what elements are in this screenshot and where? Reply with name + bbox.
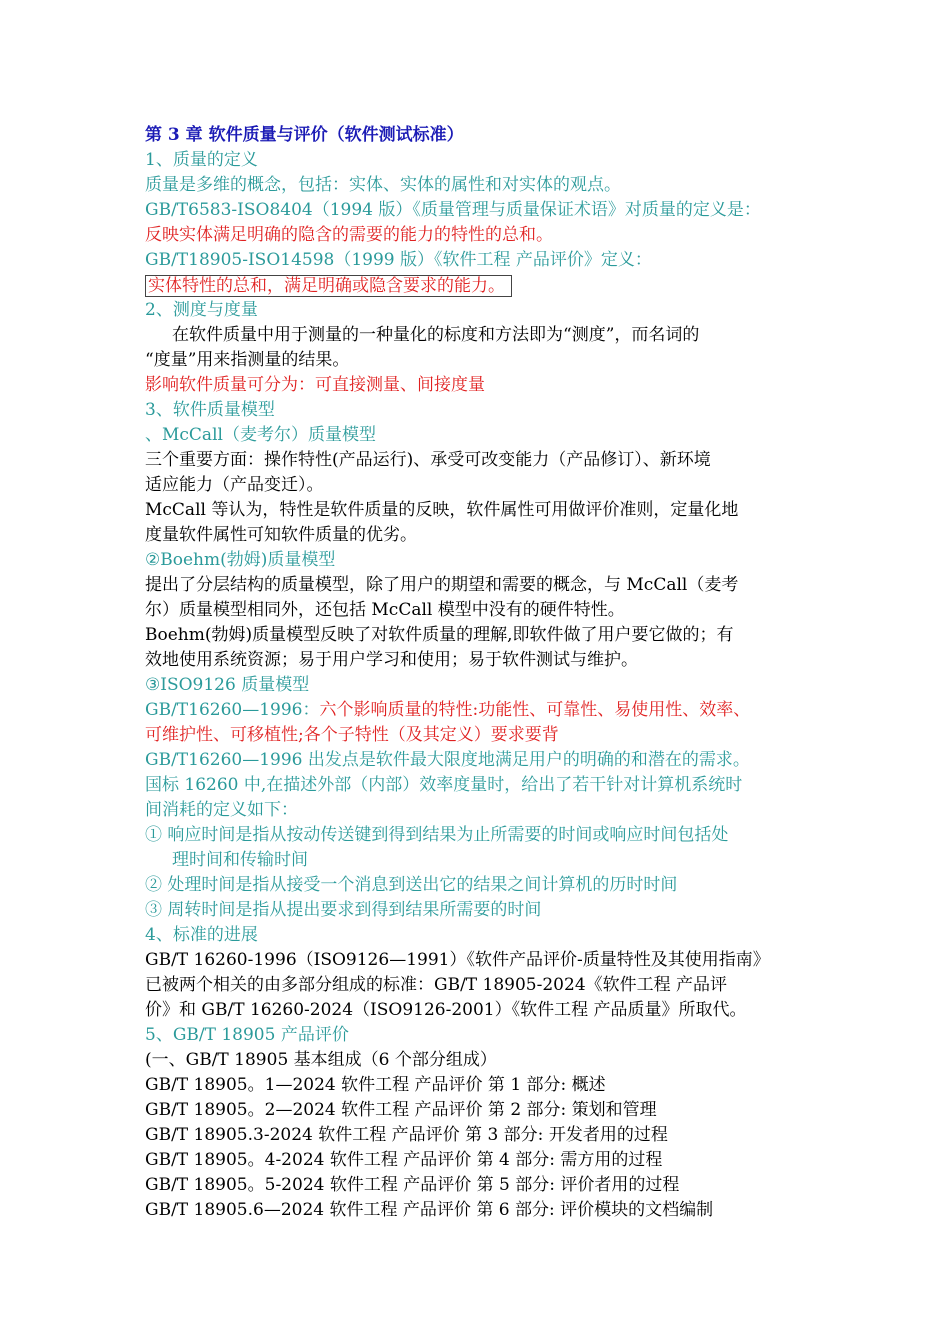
section-heading-3: 3、软件质量模型 xyxy=(145,400,275,420)
paragraph-line: GB/T18905-ISO14598（1999 版）《软件工程 产品评价》定义： xyxy=(145,250,652,270)
paragraph-line: 效地使用系统资源；易于用户学习和使用；易于软件测试与维护。 xyxy=(145,650,638,670)
paragraph-line: 三个重要方面：操作特性(产品运行)、承受可改变能力（产品修订）、新环境 xyxy=(145,450,711,470)
paragraph-line: 适应能力（产品变迁）。 xyxy=(145,475,324,495)
highlight-line: 影响软件质量可分为：可直接测量、间接度量 xyxy=(145,375,485,395)
standard-prefix: GB/T16260—1996： xyxy=(145,700,320,720)
paragraph-line: McCall 等认为，特性是软件质量的反映，软件属性可用做评价准则，定量化地 xyxy=(145,500,739,520)
standard-item: GB/T 18905。1—2024 软件工程 产品评价 第 1 部分: 概述 xyxy=(145,1075,606,1095)
standard-item: GB/T 18905.6—2024 软件工程 产品评价 第 6 部分: 评价模块的文档编制 xyxy=(145,1200,714,1220)
standard-item: GB/T 18905。5-2024 软件工程 产品评价 第 5 部分: 评价者用的过程 xyxy=(145,1175,680,1195)
standard-item: GB/T 18905。2—2024 软件工程 产品评价 第 2 部分: 策划和管理 xyxy=(145,1100,657,1120)
standard-item: GB/T 18905。4-2024 软件工程 产品评价 第 4 部分: 需方用的过程 xyxy=(145,1150,663,1170)
paragraph-line: 价》和 GB/T 16260-2024（ISO9126-2001）《软件工程 产品质量》所取代。 xyxy=(145,1000,747,1020)
section-heading-5: 5、GB/T 18905 产品评价 xyxy=(145,1025,349,1045)
paragraph-line: “度量”用来指测量的结果。 xyxy=(145,350,350,370)
paragraph-line: GB/T16260—1996 出发点是软件最大限度地满足用户的明确的和潜在的需求。 xyxy=(145,750,750,770)
paragraph-line: GB/T 16260-1996（ISO9126—1991）《软件产品评价-质量特性及其使用指南》 xyxy=(145,950,770,970)
paragraph-line: 度量软件属性可知软件质量的优劣。 xyxy=(145,525,417,545)
standard-item: GB/T 18905.3-2024 软件工程 产品评价 第 3 部分: 开发者用的过程 xyxy=(145,1125,668,1145)
paragraph-line: 质量是多维的概念，包括：实体、实体的属性和对实体的观点。 xyxy=(145,175,621,195)
list-item: ① 响应时间是指从按动传送键到得到结果为止所需要的时间或响应时间包括处 xyxy=(145,825,729,845)
paragraph-line: 尔）质量模型相同外，还包括 McCall 模型中没有的硬件特性。 xyxy=(145,600,625,620)
list-item: ③ 周转时间是指从提出要求到得到结果所需要的时间 xyxy=(145,900,542,920)
mixed-line xyxy=(145,698,810,723)
paragraph-line: Boehm(勃姆)质量模型反映了对软件质量的理解,即软件做了用户要它做的；有 xyxy=(145,625,734,645)
highlight-line: 反映实体满足明确的隐含的需要的能力的特性的总和。 xyxy=(145,225,553,245)
section-heading-2: 2、测度与度量 xyxy=(145,300,258,320)
highlight-line: 可维护性、可移植性;各个子特性（及其定义）要求要背 xyxy=(145,725,559,745)
list-item: ② 处理时间是指从接受一个消息到送出它的结果之间计算机的历时时间 xyxy=(145,875,678,895)
list-item-continuation: 理时间和传输时间 xyxy=(172,850,308,870)
paragraph-line: 提出了分层结构的质量模型，除了用户的期望和需要的概念，与 McCall（麦考 xyxy=(145,575,739,595)
subsection-heading: ③ISO9126 质量模型 xyxy=(145,675,310,695)
section-heading-1: 1、质量的定义 xyxy=(145,150,258,170)
paragraph-line: 间消耗的定义如下： xyxy=(145,800,298,820)
paragraph-line: 在软件质量中用于测量的一种量化的标度和方法即为“测度”，而名词的 xyxy=(172,325,700,345)
section-heading-4: 4、标准的进展 xyxy=(145,925,258,945)
paragraph-line: GB/T6583-ISO8404（1994 版）《质量管理与质量保证术语》对质量的定义是： xyxy=(145,200,761,220)
paragraph-line: (一、GB/T 18905 基本组成（6 个部分组成） xyxy=(145,1050,497,1070)
paragraph-line: 已被两个相关的由多部分组成的标准：GB/T 18905-2024《软件工程 产品评 xyxy=(145,975,728,995)
paragraph-line: 国标 16260 中,在描述外部（内部）效率度量时，给出了若干针对计算机系统时 xyxy=(145,775,743,795)
chapter-title: 第 3 章 软件质量与评价（软件测试标准） xyxy=(145,125,464,145)
subsection-heading: 、McCall（麦考尔）质量模型 xyxy=(145,425,376,445)
boxed-definition: 实体特性的总和，满足明确或隐含要求的能力。 xyxy=(145,275,512,297)
subsection-heading: ②Boehm(勃姆)质量模型 xyxy=(145,550,336,570)
highlight-suffix: 六个影响质量的特性:功能性、可靠性、易使用性、效率、 xyxy=(319,700,751,720)
